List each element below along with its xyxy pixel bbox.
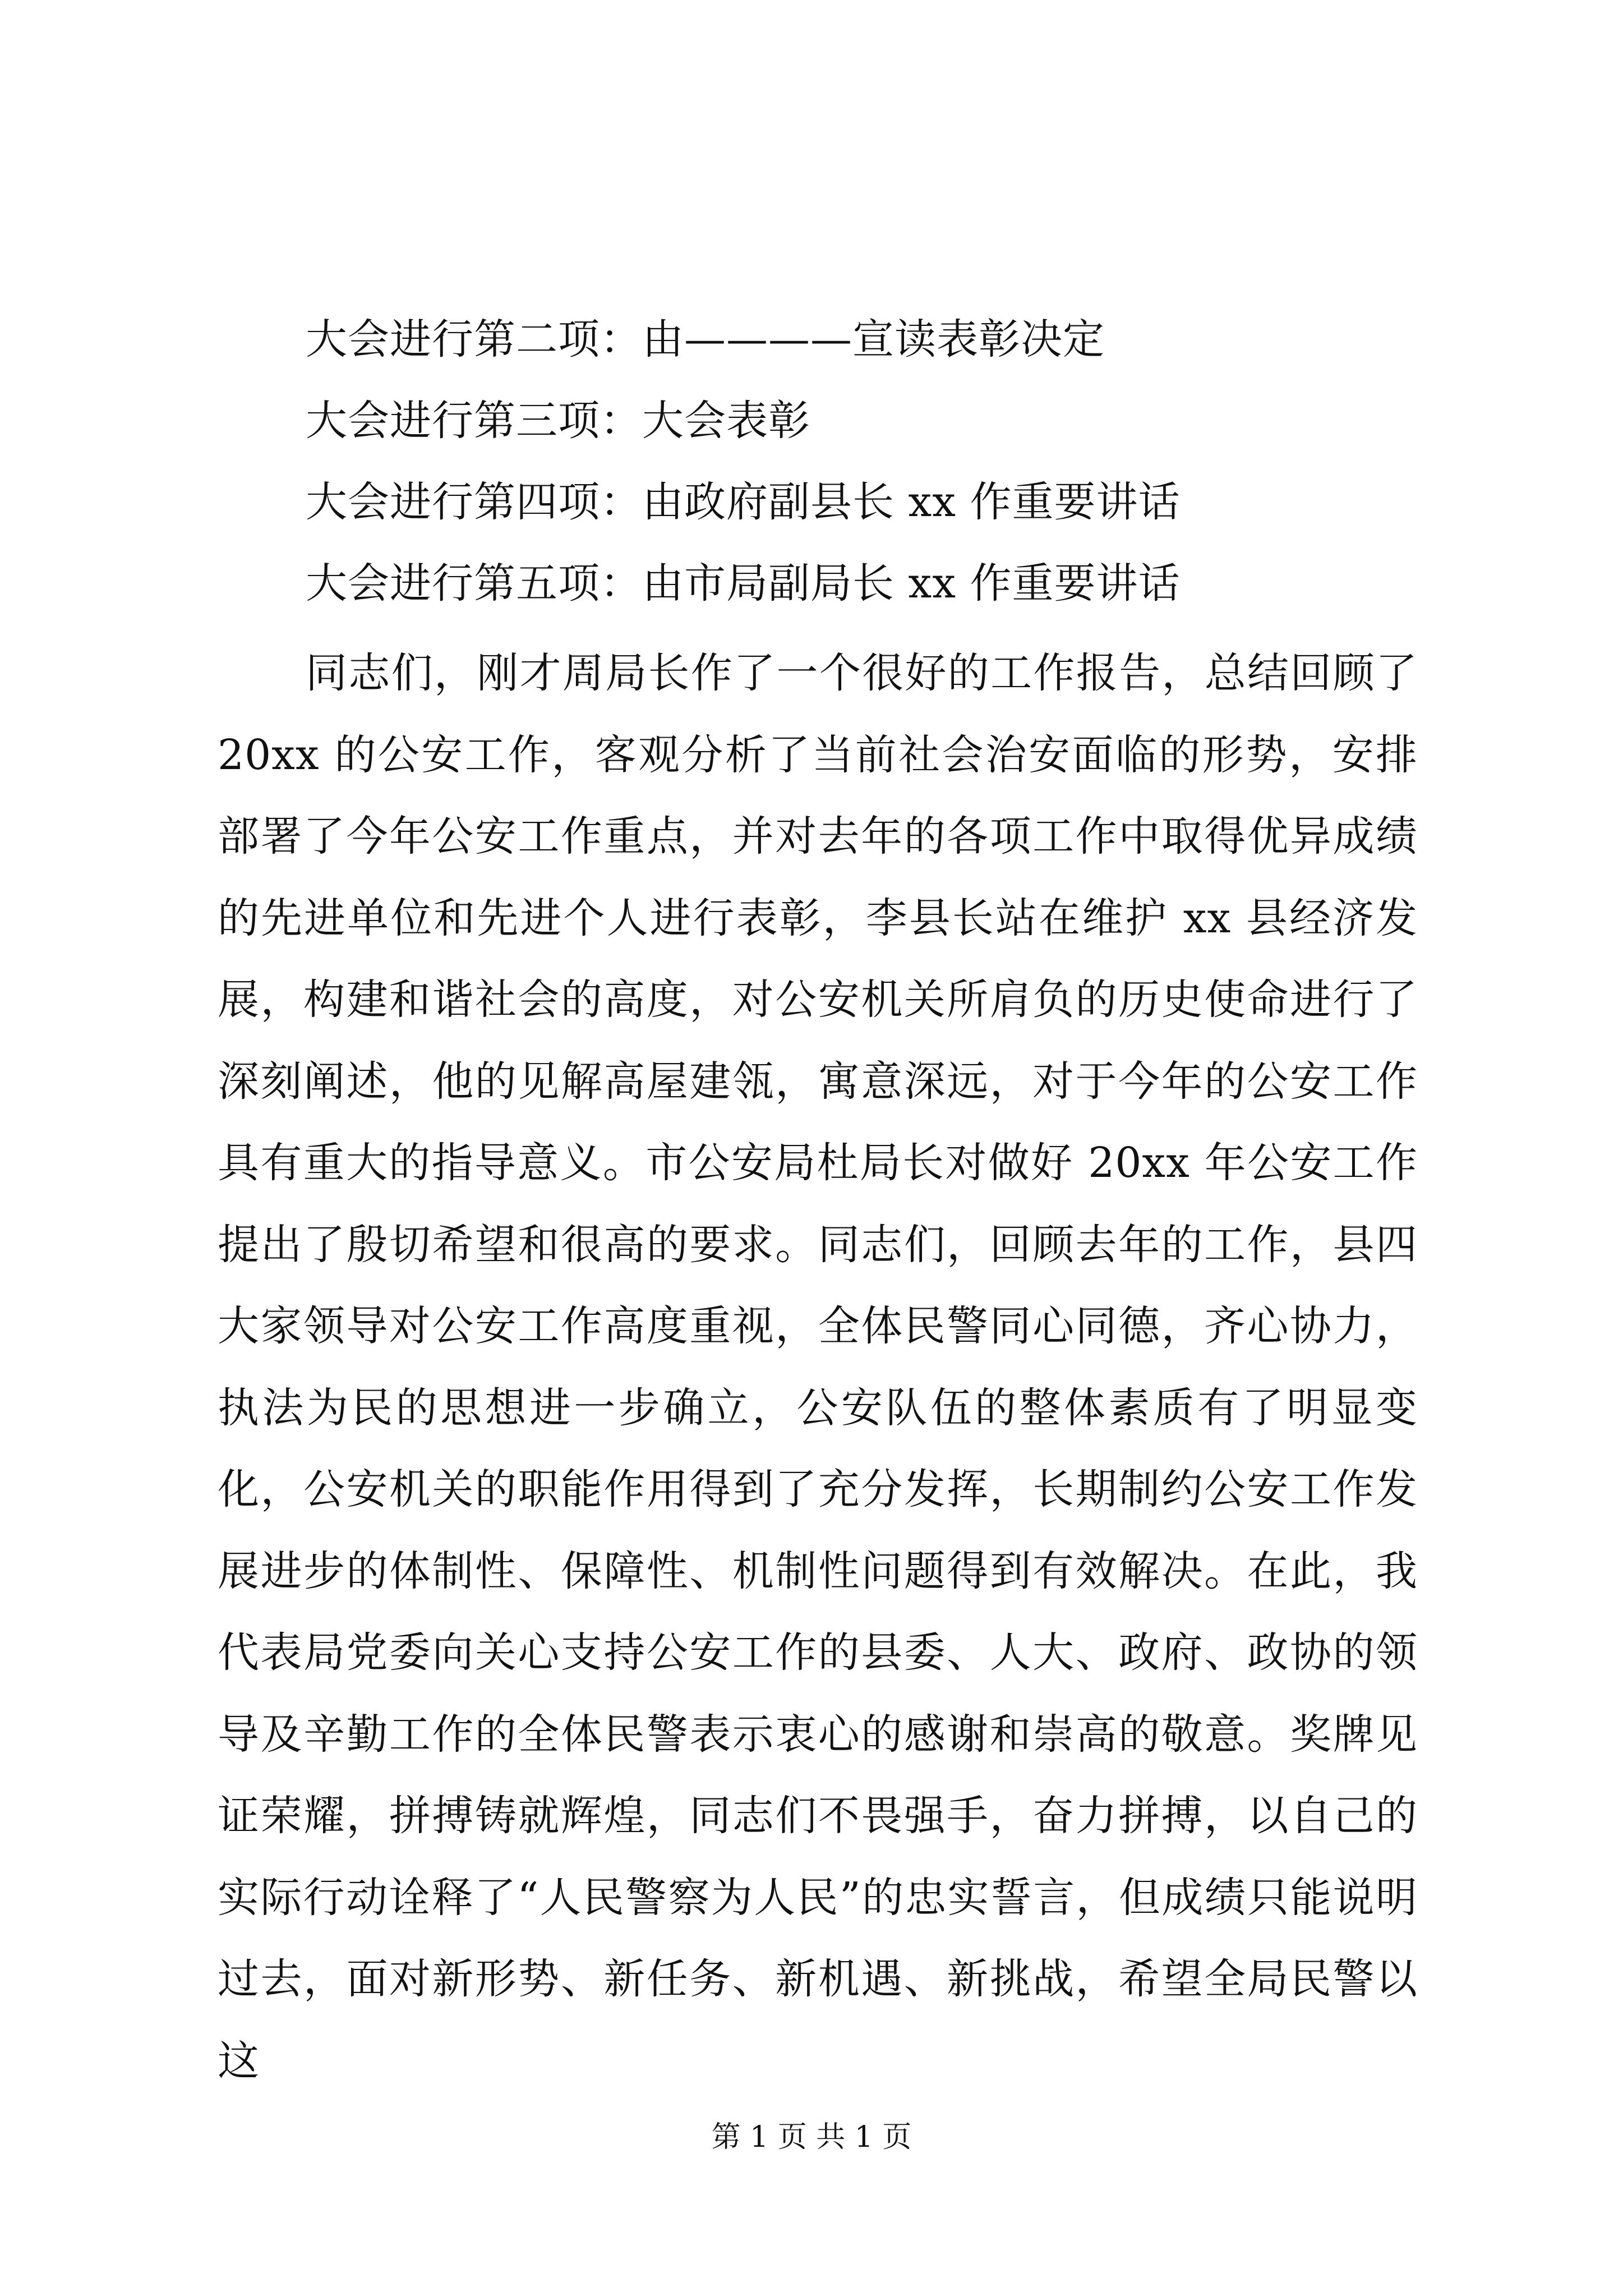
page-footer: 第 1 页 共 1 页: [711, 2120, 912, 2154]
agenda-item-2: 大会进行第二项：由————宣读表彰决定: [306, 315, 1105, 364]
agenda-item-3: 大会进行第三项：大会表彰: [306, 397, 810, 445]
agenda-item-4: 大会进行第四项：由政府副县长 xx 作重要讲话: [306, 478, 1181, 526]
agenda-item-5: 大会进行第五项：由市局副局长 xx 作重要讲话: [306, 559, 1181, 608]
speech-paragraph: 同志们，刚才周局长作了一个很好的工作报告，总结回顾了20xx 的公安工作，客观分析了当前社会治安面临的形势，安排部署了今年公安工作重点，并对去年的各项工作中取得优异成绩的先进单位和先进个人进行表彰，李县长站在维护 xx 县经济发展，构建和谐社会的高度，对公安机关所肩负的历史使命进行了深刻阐述，他的见解高屋建瓴，寓意深远，对于今年的公安工作具有重大的指导意义。市公安局杜局长对做好 20xx 年公安工作提出了殷切希望和很高的要求。同志们，回顾去年的工作，县四大家领导对公安工作高度重视，全体民警同心同德，齐心协力，执法为民的思想进一步确立，公安队伍的整体素质有了明显变化，公安机关的职能作用得到了充分发挥，长期制约公安工作发展进步的体制性、保障性、机制性问题得到有效解决。在此，我代表局党委向关心支持公安工作的县委、人大、政府、政协的领导及辛勤工作的全体民警表示衷心的感谢和崇高的敬意。奖牌见证荣耀，拼搏铸就辉煌，同志们不畏强手，奋力拼搏，以自己的实际行动诠释了“人民警察为人民”的忠实誓言，但成绩只能说明过去，面对新形势、新任务、新机遇、新挑战，希望全局民警以这: [218, 649, 1418, 2085]
